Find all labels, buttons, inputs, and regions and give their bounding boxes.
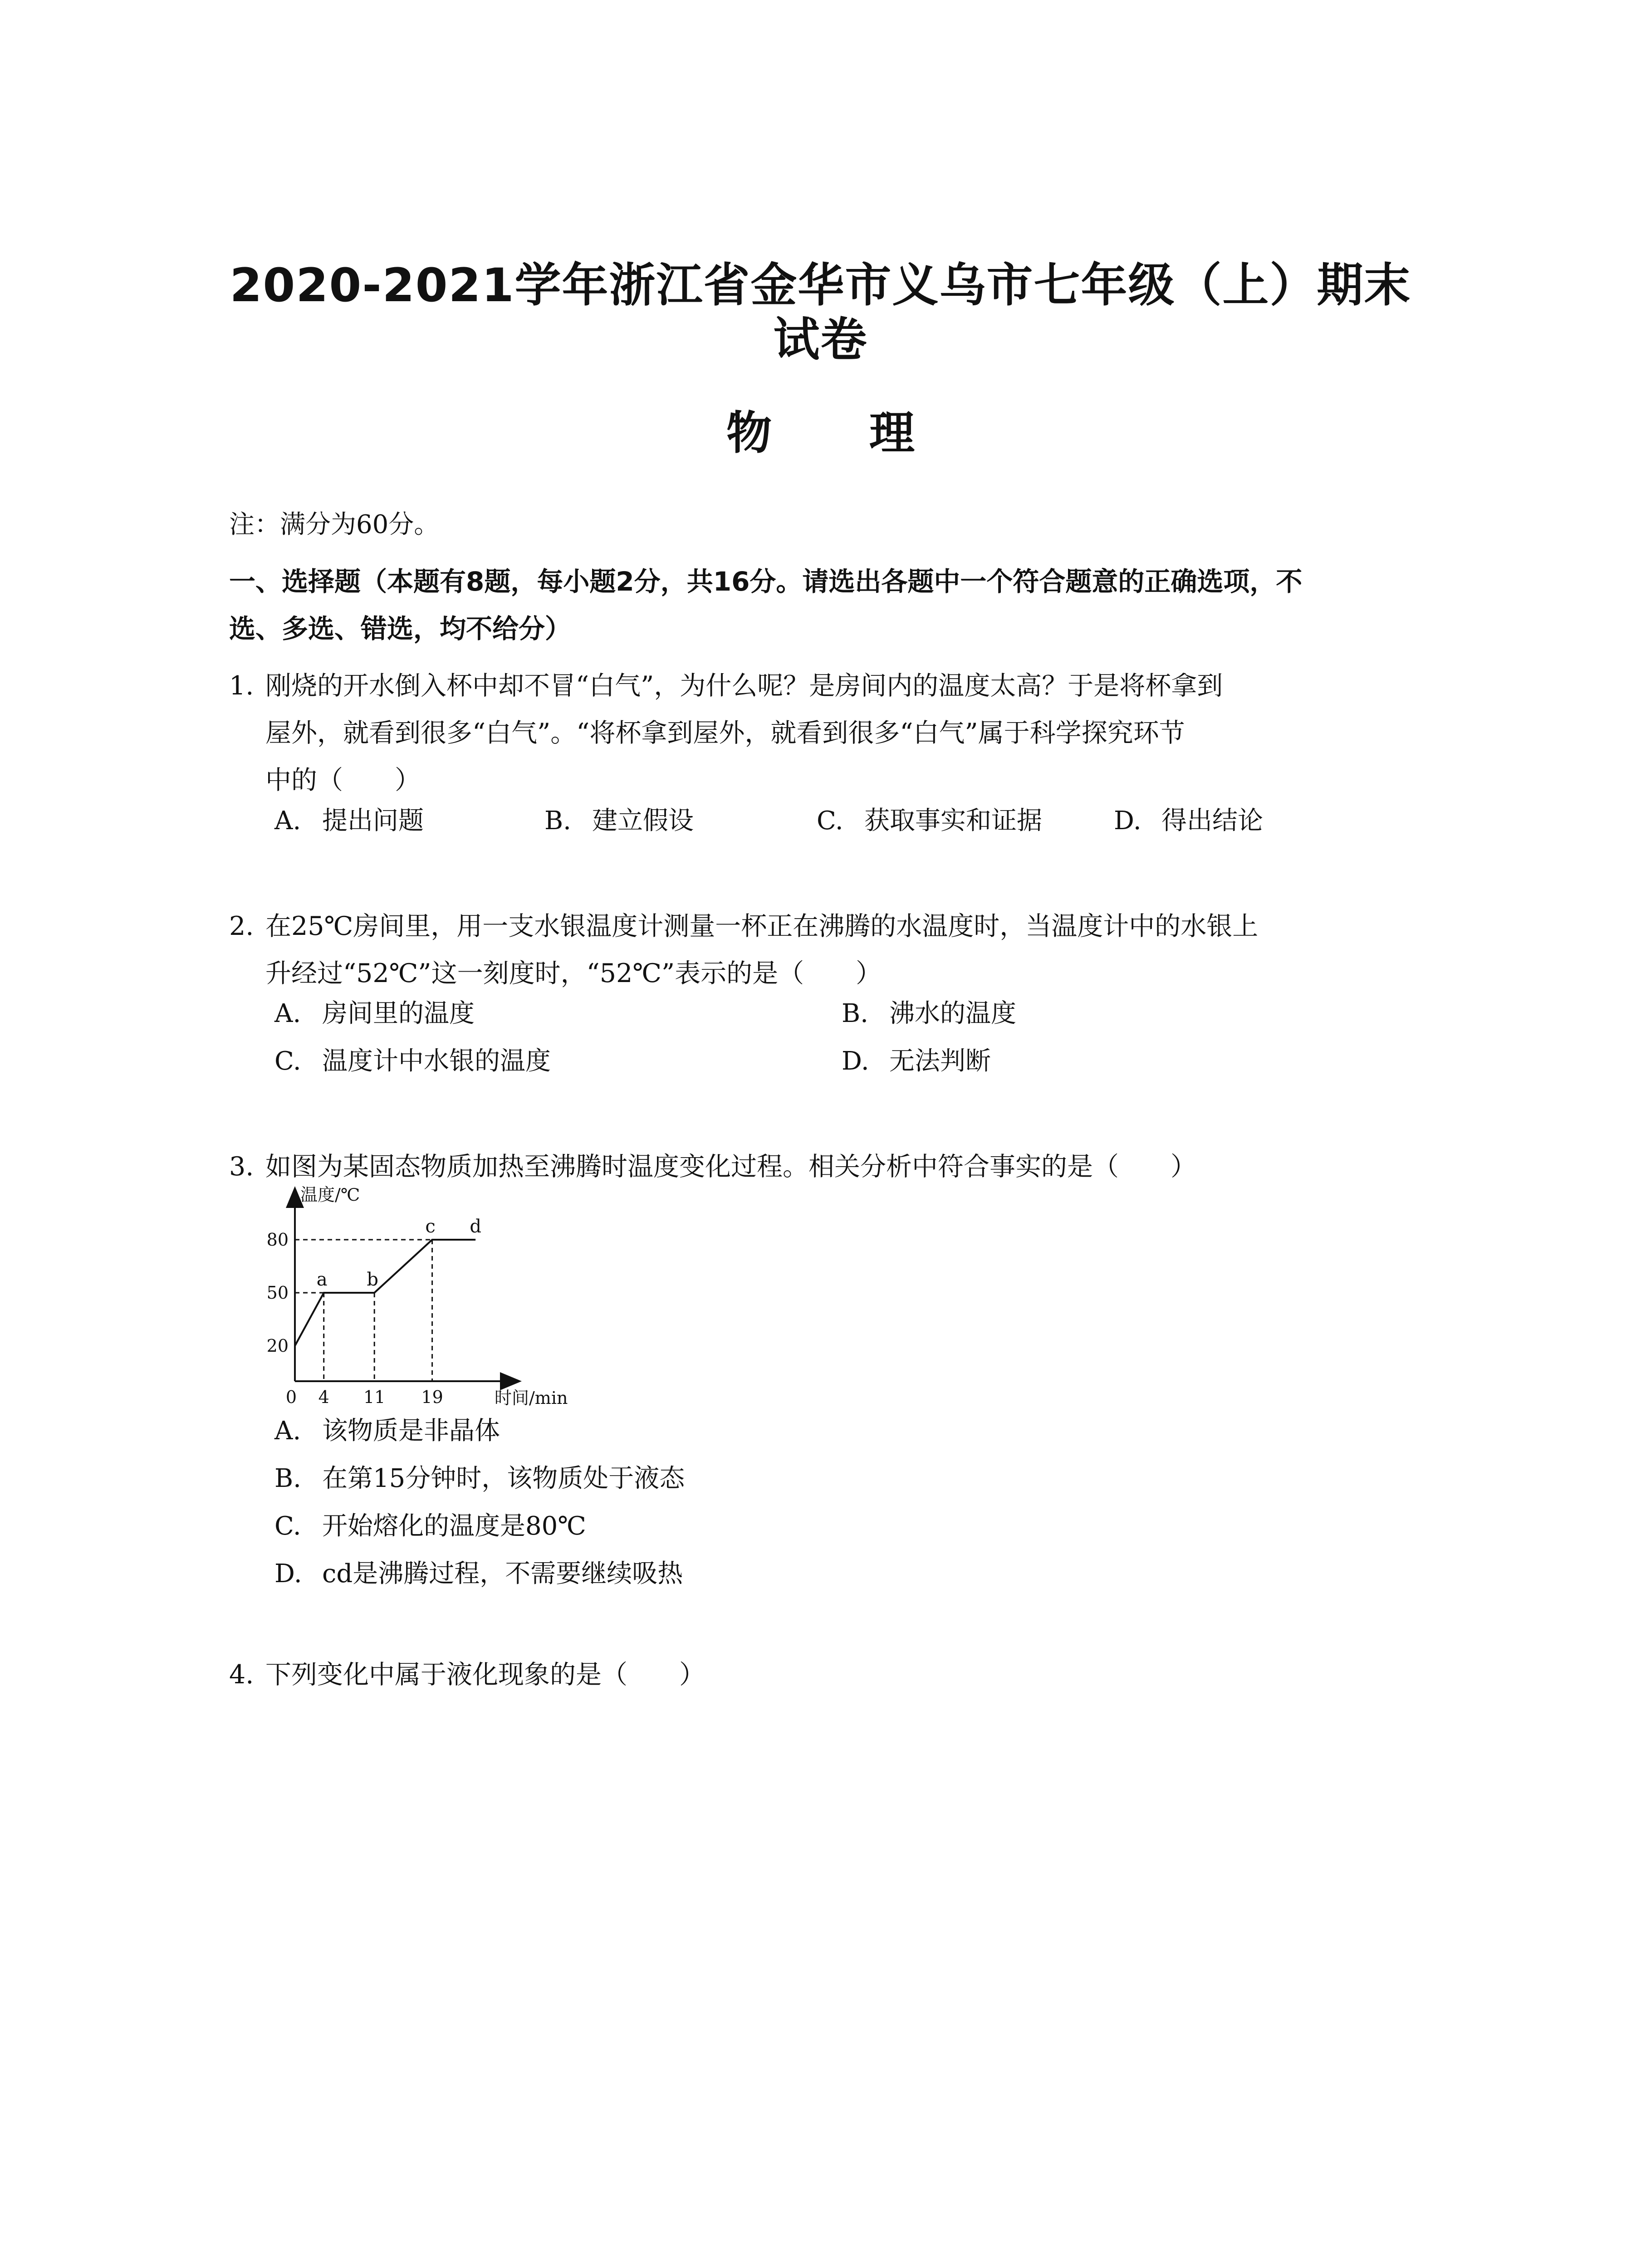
score-note: 注：满分为60分。 [229, 510, 440, 539]
option-d: D. cd是沸腾过程，不需要继续吸热 [274, 1559, 683, 1589]
point-label-b: b [367, 1269, 378, 1290]
question-text-line: 升经过“52℃”这一刻度时，“52℃”表示的是（ ） [265, 958, 882, 988]
option-b: B. 建立假设 [544, 806, 694, 836]
question-number: 1. [229, 671, 254, 701]
section-heading [229, 558, 1459, 652]
question-text-line: 刚烧的开水倒入杯中却不冒“白气”，为什么呢？是房间内的温度太高？于是将杯拿到 [265, 671, 1223, 701]
option-d: D. 无法判断 [842, 1046, 991, 1076]
question-1 [229, 662, 1450, 804]
option-b: B. 在第15分钟时，该物质处于液态 [274, 1464, 685, 1493]
option-c: C. 温度计中水银的温度 [274, 1046, 551, 1076]
option-d: D. 得出结论 [1114, 806, 1263, 836]
subject-title: 物 理 [726, 406, 955, 459]
option-c: C. 开始熔化的温度是80℃ [274, 1511, 586, 1541]
option-a: A. 提出问题 [274, 806, 424, 836]
section-heading-line2: 选、多选、错选，均不给分） [229, 613, 572, 644]
x-tick-label: 4 [318, 1387, 329, 1407]
question-4 [229, 1651, 1450, 1698]
y-tick-label: 50 [266, 1283, 289, 1303]
option-b: B. 沸水的温度 [842, 999, 1016, 1028]
question-number: 3. [229, 1152, 254, 1182]
question-text-line: 在25℃房间里，用一支水银温度计测量一杯正在沸腾的水温度时，当温度计中的水银上 [265, 911, 1259, 941]
question-number: 4. [229, 1660, 254, 1690]
temperature-time-chart [254, 1184, 581, 1411]
option-a: A. 该物质是非晶体 [274, 1416, 500, 1446]
question-number: 2. [229, 911, 254, 941]
exam-title-line1: 2020-2021学年浙江省金华市义乌市七年级（上）期末 [230, 259, 1411, 313]
question-text-line: 中的（ ） [265, 765, 421, 795]
x-axis-label: 时间/min [495, 1388, 568, 1408]
x-tick-label: 19 [421, 1387, 443, 1407]
question-text-line: 屋外，就看到很多“白气”。“将杯拿到屋外，就看到很多“白气”属于科学探究环节 [265, 718, 1185, 748]
question-3 [229, 1143, 1450, 1190]
y-tick-label: 20 [266, 1336, 289, 1356]
x-tick-label: 11 [363, 1387, 386, 1407]
y-axis-label: 温度/℃ [300, 1185, 360, 1205]
x-tick-label: 0 [285, 1387, 297, 1407]
option-c: C. 获取事实和证据 [817, 806, 1042, 836]
option-a: A. 房间里的温度 [274, 999, 475, 1028]
question-text-line: 如图为某固态物质加热至沸腾时温度变化过程。相关分析中符合事实的是（ ） [265, 1152, 1196, 1182]
point-label-a: a [316, 1269, 328, 1290]
point-label-d: d [470, 1216, 481, 1237]
exam-title-line2: 试卷 [773, 313, 868, 367]
question-2 [229, 903, 1450, 997]
y-tick-label: 80 [266, 1230, 289, 1250]
section-heading-line1: 一、选择题（本题有8题，每小题2分，共16分。请选出各题中一个符合题意的正确选项，不 [229, 566, 1303, 597]
point-label-c: c [425, 1216, 436, 1237]
question-text-line: 下列变化中属于液化现象的是（ ） [265, 1660, 705, 1690]
